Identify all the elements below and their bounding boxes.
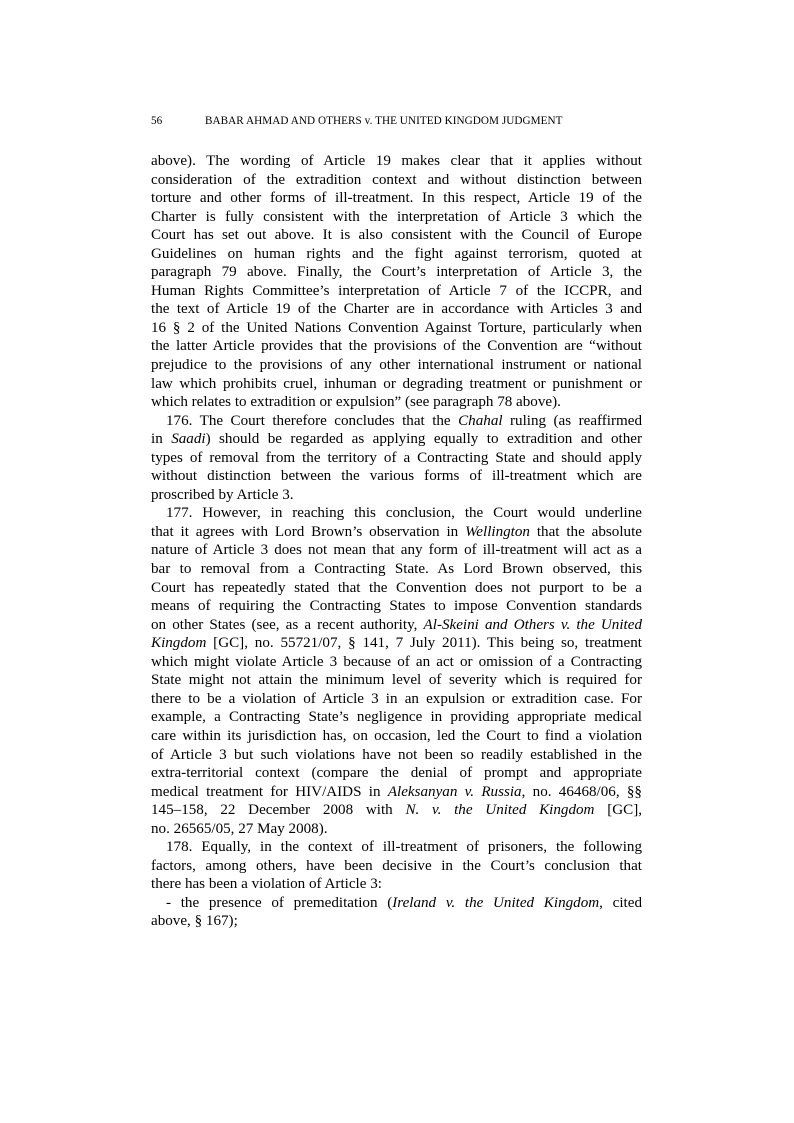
text-line: Charter is fully consistent with the interpretation of Article 3 which the xyxy=(151,208,642,225)
text-line: means of requiring the Contracting States to impose Convention standards xyxy=(151,598,642,615)
case-name-saadi: Saadi xyxy=(171,431,206,448)
text-run: that the absolute xyxy=(529,523,642,540)
case-name-ireland: Ireland v. the United Kingdom xyxy=(392,894,600,911)
case-name-wellington: Wellington xyxy=(465,523,530,540)
text-line: law which prohibits cruel, inhuman or degrading treatment or punishment or xyxy=(151,375,642,392)
case-name-chahal: Chahal xyxy=(458,412,503,429)
text-line: Court has repeatedly stated that the Convention does not purport to be a xyxy=(151,579,642,596)
text-run: , cited xyxy=(599,894,642,911)
paragraph-178 xyxy=(151,838,642,894)
text-line: no. 26565/05, 27 May 2008). xyxy=(151,820,328,837)
text-line xyxy=(151,430,642,449)
text-line: 16 § 2 of the United Nations Convention Against Torture, particularly when xyxy=(151,319,642,336)
text-line: example, a Contracting State’s negligence in providing appropriate medical xyxy=(151,709,642,726)
paragraph-continuation xyxy=(151,152,642,412)
case-name-aleksanyan: Aleksanyan v. Russia xyxy=(387,783,522,800)
paragraph-176 xyxy=(151,412,642,505)
text-run: ) should be regarded as applying equally to extradition and other xyxy=(205,431,643,448)
text-line: types of removal from the territory of a Contracting State and should apply xyxy=(151,449,642,466)
text-line: prejudice to the provisions of any other international instrument or national xyxy=(151,357,642,374)
text-line: extra-territorial context (compare the denial of prompt and appropriate xyxy=(151,765,642,782)
text-line: 178. Equally, in the context of ill-treatment of prisoners, the following xyxy=(166,839,642,856)
text-run: that it agrees with Lord Brown’s observation in xyxy=(151,523,466,540)
text-line: of Article 3 but such violations have not been so readily established in the xyxy=(151,746,642,763)
text-line: the text of Article 19 of the Charter are in accordance with Articles 3 and xyxy=(151,301,642,318)
text-run: - the presence of premeditation ( xyxy=(166,894,393,911)
text-line: State might not attain the minimum level of severity which is required for xyxy=(151,672,642,689)
text-line xyxy=(151,634,642,653)
case-name-n-v-uk: N. v. the United Kingdom xyxy=(405,802,595,819)
bullet-item-premeditation xyxy=(151,894,642,931)
text-line: which might violate Article 3 because of an act or omission of a Contracting xyxy=(151,653,642,670)
text-run: 176. The Court therefore concludes that the xyxy=(166,412,459,429)
text-line xyxy=(151,412,642,431)
document-body xyxy=(151,152,642,931)
text-line xyxy=(151,783,642,802)
case-name-al-skeini-cont: Kingdom xyxy=(151,635,207,652)
text-line: there to be a violation of Article 3 in an expulsion or extradition case. For xyxy=(151,690,642,707)
text-line: Court has set out above. It is also consistent with the Council of Europe xyxy=(151,227,642,244)
text-line: nature of Article 3 does not mean that any form of ill-treatment will act as a xyxy=(151,542,642,559)
text-line xyxy=(151,894,642,913)
paragraph-177 xyxy=(151,504,642,838)
text-line: the latter Article provides that the provisions of the Convention are “without xyxy=(151,338,642,355)
text-run: 145–158, 22 December 2008 with xyxy=(151,802,406,819)
text-line: without distinction between the various forms of ill-treatment which are xyxy=(151,468,642,485)
text-line: above, § 167); xyxy=(151,913,238,930)
text-run: [GC], xyxy=(594,802,643,819)
text-line: bar to removal from a Contracting State. As Lord Brown observed, this xyxy=(151,561,642,578)
text-line: consideration of the extradition context and without distinction between xyxy=(151,171,642,188)
text-line: care within its jurisdiction has, on occasion, led the Court to find a violation xyxy=(151,727,642,744)
text-line: Human Rights Committee’s interpretation of Article 7 of the ICCPR, and xyxy=(151,282,642,299)
text-line xyxy=(151,801,642,820)
text-line: paragraph 79 above. Finally, the Court’s interpretation of Article 3, the xyxy=(151,264,642,281)
text-run: , no. 46468/06, §§ xyxy=(521,783,642,800)
text-line xyxy=(151,523,642,542)
text-run: ruling (as reaffirmed xyxy=(502,412,643,429)
case-name-al-skeini: Al-Skeini and Others v. the United xyxy=(423,616,642,633)
text-run: medical treatment for HIV/AIDS in xyxy=(151,783,388,800)
text-line: torture and other forms of ill-treatment. In this respect, Article 19 of the xyxy=(151,190,642,207)
text-line: factors, among others, have been decisive in the Court’s conclusion that xyxy=(151,857,642,874)
running-title: BABAR AHMAD AND OTHERS v. THE UNITED KINGDOM JUDGMENT xyxy=(205,115,563,127)
text-line: which relates to extradition or expulsion” (see paragraph 78 above). xyxy=(151,394,561,411)
text-line: Guidelines on human rights and the fight against terrorism, quoted at xyxy=(151,245,642,262)
text-line xyxy=(151,616,642,635)
text-run: in xyxy=(151,431,172,448)
text-line: 177. However, in reaching this conclusion, the Court would underline xyxy=(166,505,642,522)
page-number: 56 xyxy=(151,115,163,127)
text-line: there has been a violation of Article 3: xyxy=(151,876,382,893)
text-run: [GC], no. 55721/07, § 141, 7 July 2011). This being so, treatment xyxy=(206,635,642,652)
text-run: on other States (see, as a recent authority, xyxy=(151,616,424,633)
text-line: above). The wording of Article 19 makes clear that it applies without xyxy=(151,153,642,169)
text-line: proscribed by Article 3. xyxy=(151,486,294,503)
